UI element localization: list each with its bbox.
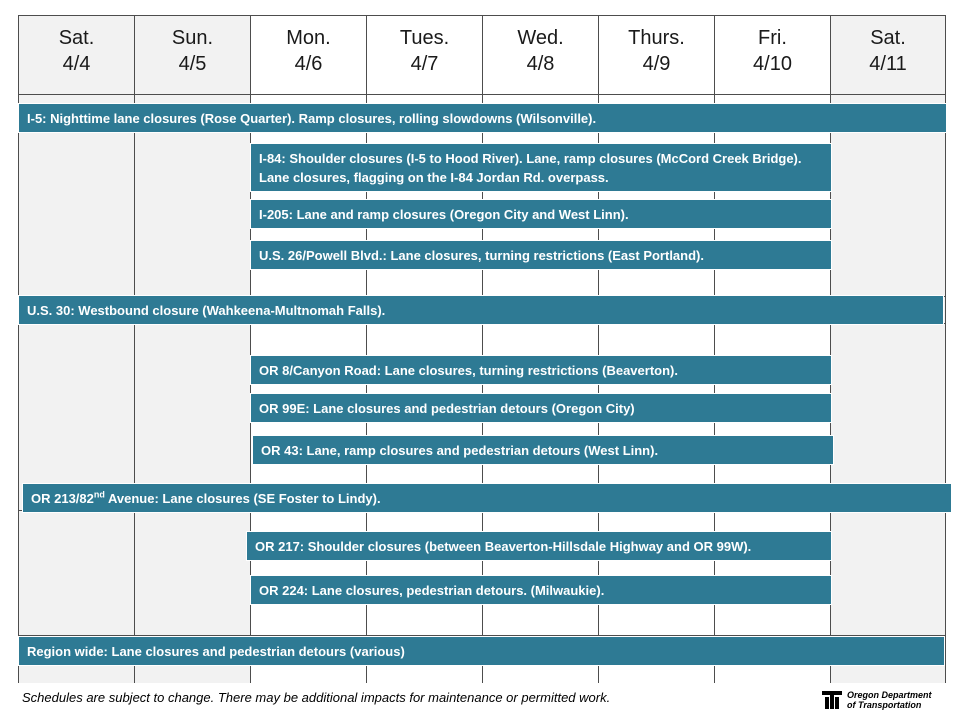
day-name: Thurs.: [628, 27, 685, 49]
day-date: 4/5: [178, 53, 207, 75]
logo-line-1: Oregon Department: [847, 690, 932, 700]
closure-bar-or213: [22, 483, 952, 513]
closure-text: U.S. 30: Westbound closure (Wahkeena-Multnomah Falls).: [27, 302, 386, 318]
closure-bar-or217: [246, 531, 832, 561]
day-name: Wed.: [517, 27, 564, 49]
odot-mark-icon: [822, 689, 844, 711]
day-header: [19, 15, 134, 95]
closure-bar-us26: [250, 240, 832, 270]
closure-text: I-84: Shoulder closures (I-5 to Hood River). Lane, ramp closures (McCord Creek Bridge). Lane closures, flagging on the I-84 Jordan Rd. overpass.: [259, 150, 802, 185]
logo-text: [847, 690, 932, 710]
closure-bar-or99e: [250, 393, 832, 423]
day-name: Mon.: [286, 27, 331, 49]
day-name: Sun.: [171, 27, 214, 49]
closure-text-part: Avenue: Lane closures (SE Foster to Lindy).: [104, 490, 381, 506]
day-name: Tues.: [399, 27, 450, 49]
closure-text: OR 217: Shoulder closures (between Beaverton-Hillsdale Highway and OR 99W).: [255, 538, 752, 554]
closure-text: OR 99E: Lane closures and pedestrian detours (Oregon City): [259, 400, 635, 416]
day-date: 4/8: [526, 53, 555, 75]
logo-line-2: of Transportation: [847, 700, 922, 710]
closure-text: OR 224: Lane closures, pedestrian detours. (Milwaukie).: [259, 582, 605, 598]
closure-bar-i205: [250, 199, 832, 229]
closure-bar-region-wide: [18, 636, 945, 666]
day-header: [831, 15, 945, 95]
day-name: Sat.: [58, 27, 95, 49]
day-date: 4/6: [294, 53, 323, 75]
day-date: 4/11: [869, 53, 907, 75]
day-date: 4/9: [642, 53, 671, 75]
closure-text: OR 8/Canyon Road: Lane closures, turning restrictions (Beaverton).: [259, 362, 678, 378]
day-header: [367, 15, 482, 95]
closure-bar-i5: [18, 103, 947, 133]
closure-bar-or43: [252, 435, 834, 465]
footnote: Schedules are subject to change. There may be additional impacts for maintenance or permitted work.: [22, 690, 611, 705]
closure-text-part: OR 213/82: [31, 490, 94, 506]
day-header: [599, 15, 714, 95]
day-header: [715, 15, 830, 95]
closure-bar-i84: [250, 143, 832, 192]
day-name: Fri.: [758, 27, 787, 49]
day-header: [483, 15, 598, 95]
day-date: 4/7: [410, 53, 439, 75]
day-header: [251, 15, 366, 95]
closure-text: I-5: Nighttime lane closures (Rose Quarter). Ramp closures, rolling slowdowns (Wilsonville).: [27, 110, 597, 126]
closure-bar-or224: [250, 575, 832, 605]
day-header: [135, 15, 250, 95]
closure-bar-or8: [250, 355, 832, 385]
day-date: 4/4: [62, 53, 91, 75]
closure-text: Region wide: Lane closures and pedestrian detours (various): [27, 643, 405, 659]
closure-bar-us30: [18, 295, 944, 325]
closure-text: OR 43: Lane, ramp closures and pedestrian detours (West Linn).: [261, 442, 659, 458]
odot-logo: [822, 689, 932, 711]
closure-text-superscript: nd: [93, 489, 105, 500]
closure-text: [31, 489, 381, 508]
closure-text: I-205: Lane and ramp closures (Oregon City and West Linn).: [259, 206, 629, 222]
day-name: Sat.: [870, 27, 906, 49]
closure-text: U.S. 26/Powell Blvd.: Lane closures, turning restrictions (East Portland).: [259, 247, 704, 263]
day-date: 4/10: [753, 53, 792, 75]
